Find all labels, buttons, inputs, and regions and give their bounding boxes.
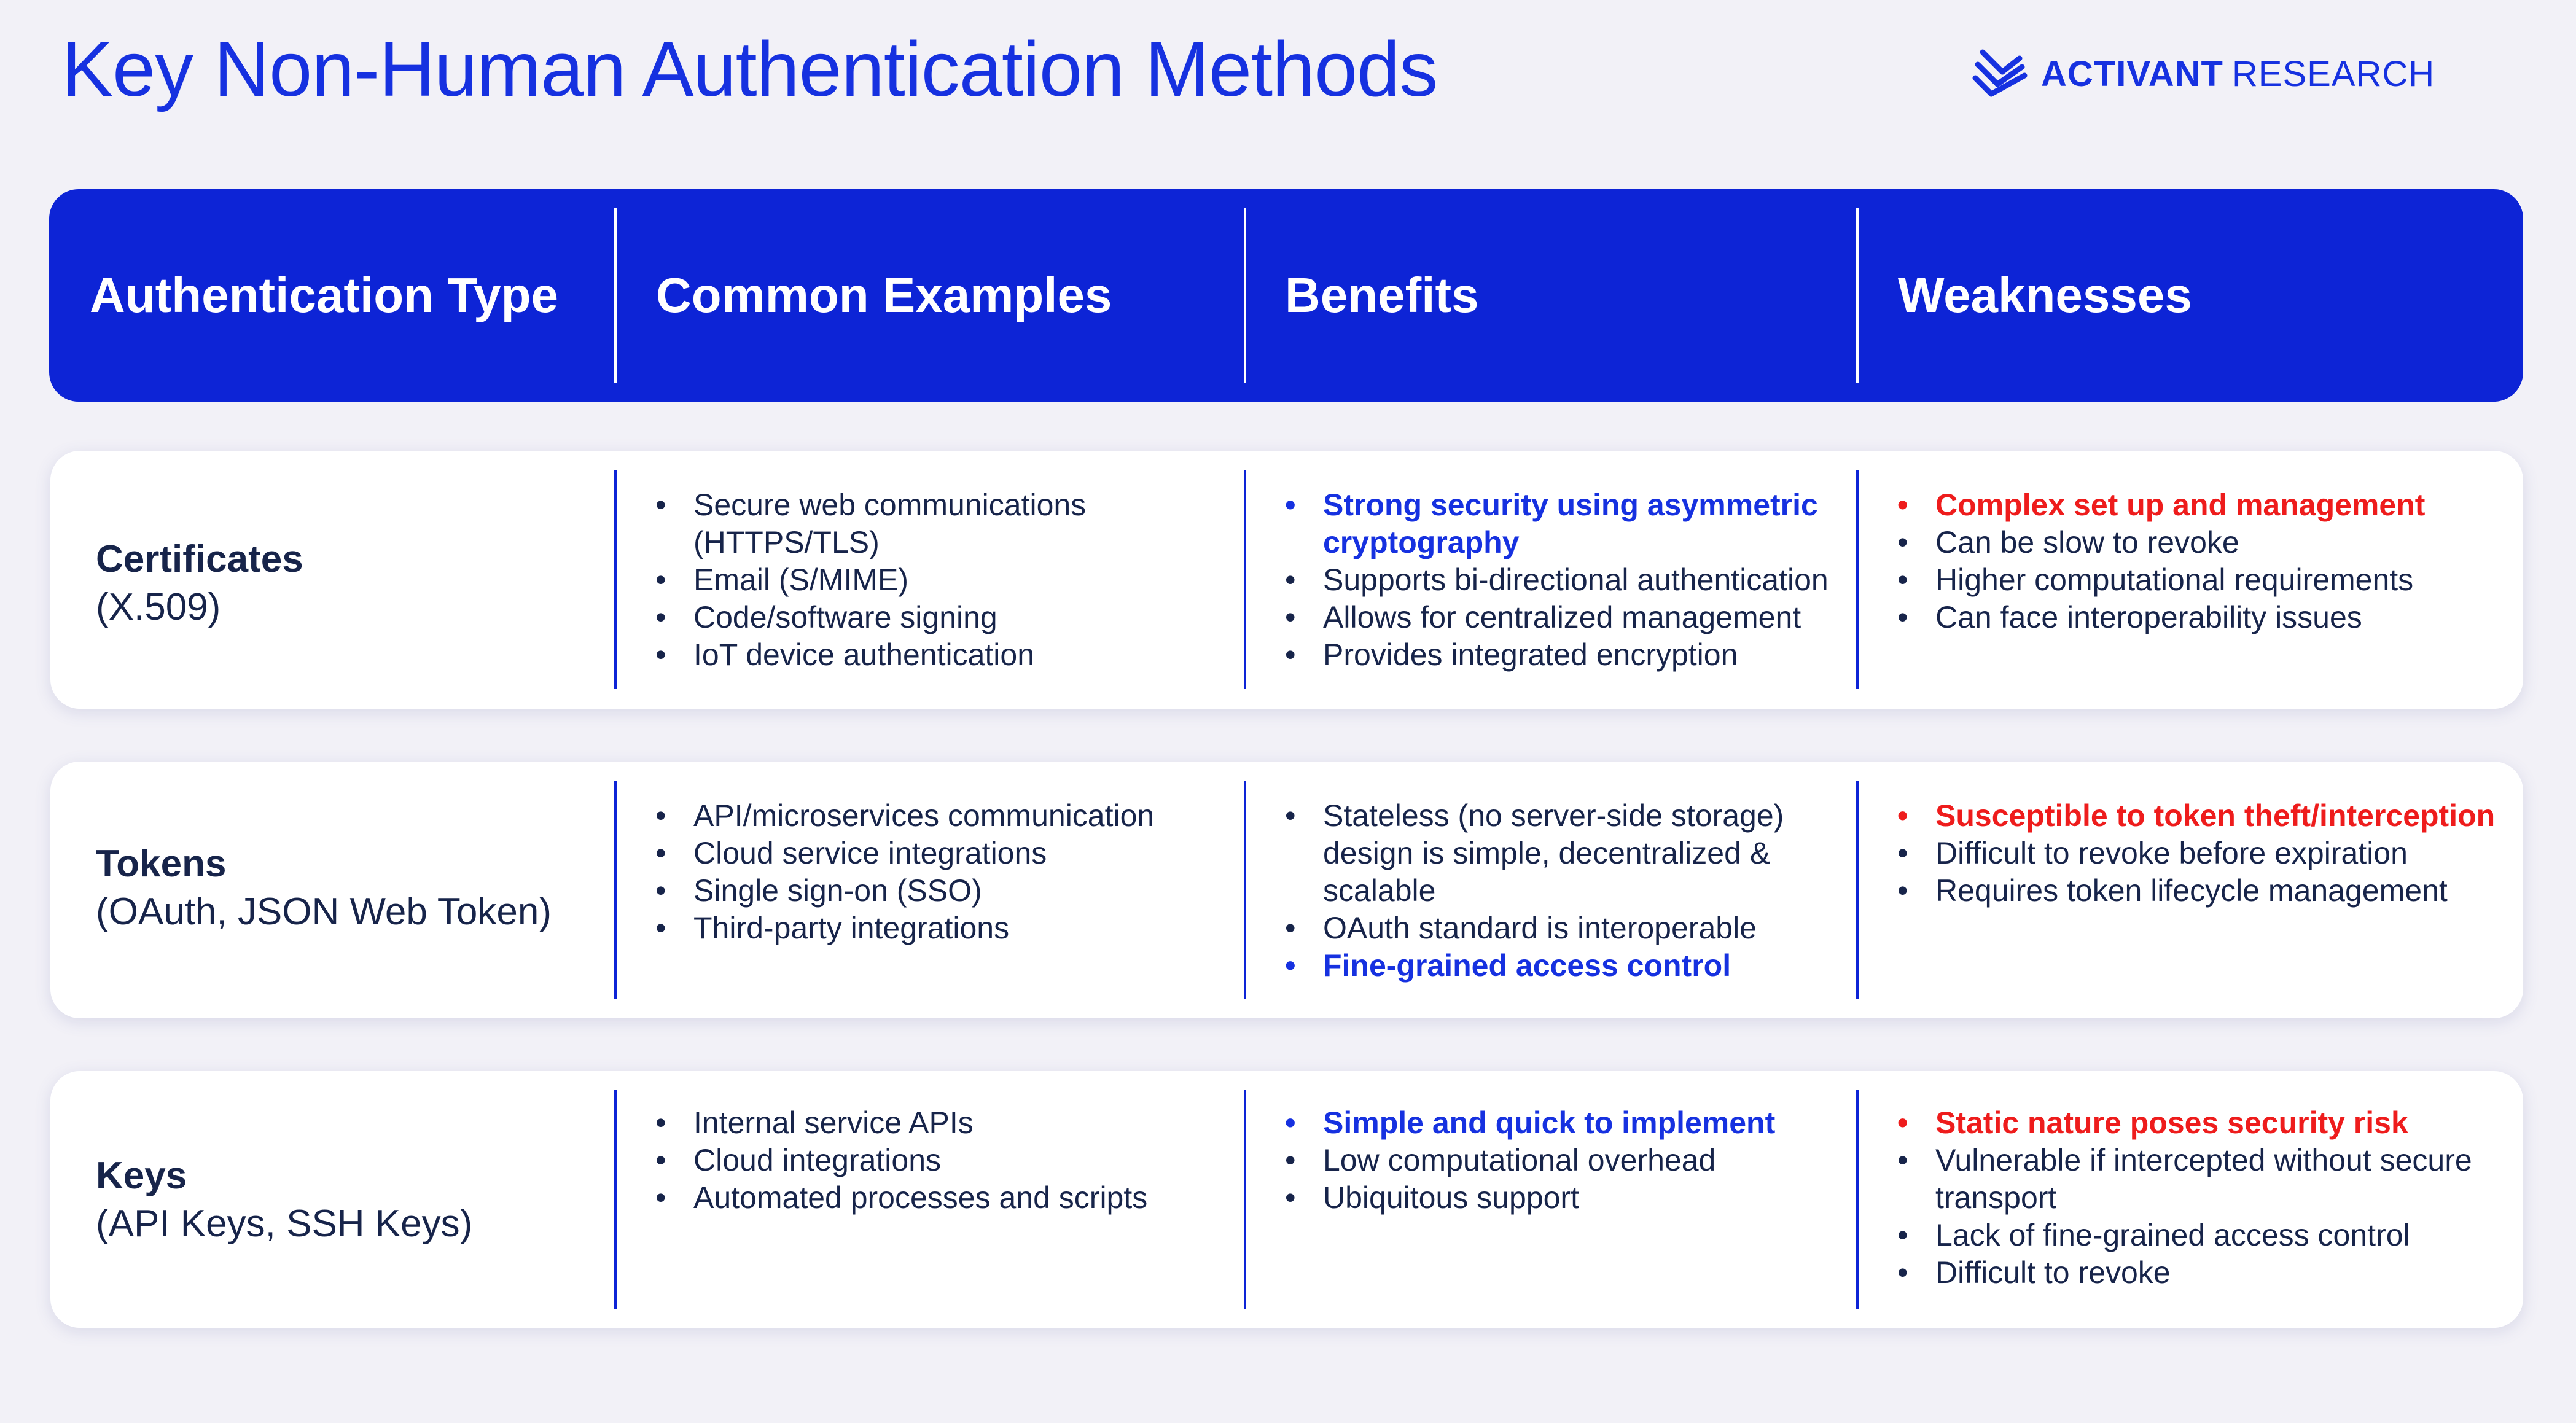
column-divider: [1244, 470, 1246, 689]
weaknesses-list: [1897, 486, 2425, 636]
list-item: • Vulnerable if intercepted without secure transport: [1897, 1142, 2472, 1217]
brand-logo: [1972, 46, 2435, 101]
list-item: • Lack of fine-grained access control: [1897, 1217, 2472, 1254]
column-divider: [1856, 1090, 1859, 1309]
list-item: • Can face interoperability issues: [1897, 599, 2425, 636]
list-item: • Allows for centralized management: [1285, 599, 1829, 636]
list-item: • Difficult to revoke: [1897, 1254, 2472, 1292]
table-row-keys: [50, 1071, 2523, 1328]
list-item: • Difficult to revoke before expiration: [1897, 835, 2495, 872]
auth-type-name: Keys: [96, 1155, 187, 1197]
list-item-highlight: • Simple and quick to implement: [1285, 1104, 1775, 1142]
list-item: • Provides integrated encryption: [1285, 636, 1829, 674]
list-item: • Cloud service integrations: [655, 835, 1154, 872]
column-divider: [1856, 470, 1859, 689]
column-divider: [1244, 781, 1246, 999]
examples-list: [655, 1104, 1147, 1217]
list-item: • Ubiquitous support: [1285, 1179, 1775, 1217]
page-title: Key Non-Human Authentication Methods: [61, 26, 1438, 112]
activant-logo-icon: [1972, 46, 2030, 101]
auth-type-name: Tokens: [96, 843, 227, 885]
auth-type-cell: [96, 1152, 472, 1248]
list-item-highlight: • Susceptible to token theft/interception: [1897, 797, 2495, 835]
list-item: • Higher computational requirements: [1897, 561, 2425, 599]
examples-list: [655, 797, 1154, 947]
list-item: • Cloud integrations: [655, 1142, 1147, 1179]
header-divider: [1244, 208, 1246, 383]
list-item: • Requires token lifecycle management: [1897, 872, 2495, 910]
list-item: • Can be slow to revoke: [1897, 524, 2425, 561]
auth-type-detail: (OAuth, JSON Web Token): [96, 891, 552, 933]
list-item-highlight: • Fine-grained access control: [1285, 947, 1784, 984]
weaknesses-list: [1897, 797, 2495, 910]
column-divider: [614, 781, 617, 999]
list-item: • Supports bi-directional authentication: [1285, 561, 1829, 599]
column-divider: [1856, 781, 1859, 999]
header-divider: [1856, 208, 1859, 383]
list-item-highlight: • Strong security using asymmetric cryptography: [1285, 486, 1829, 561]
brand-name: ACTIVANT: [2041, 53, 2223, 94]
auth-type-detail: (X.509): [96, 586, 221, 628]
list-item: • API/microservices communication: [655, 797, 1154, 835]
header-authentication-type: Authentication Type: [90, 268, 558, 322]
list-item: • Third-party integrations: [655, 910, 1154, 947]
table-row-certificates: [50, 451, 2523, 709]
header-divider: [614, 208, 617, 383]
header-common-examples: Common Examples: [656, 268, 1112, 322]
list-item: • IoT device authentication: [655, 636, 1086, 674]
list-item: • Stateless (no server-side storage) design is simple, decentralized & scalable: [1285, 797, 1784, 910]
auth-type-name: Certificates: [96, 538, 303, 580]
list-item: • Internal service APIs: [655, 1104, 1147, 1142]
table-header: [49, 189, 2523, 402]
list-item: • OAuth standard is interoperable: [1285, 910, 1784, 947]
list-item: • Code/software signing: [655, 599, 1086, 636]
column-divider: [614, 470, 617, 689]
list-item-highlight: • Complex set up and management: [1897, 486, 2425, 524]
list-item: • Email (S/MIME): [655, 561, 1086, 599]
column-divider: [614, 1090, 617, 1309]
benefits-list: [1285, 486, 1829, 674]
auth-type-cell: [96, 840, 552, 936]
column-divider: [1244, 1090, 1246, 1309]
header-benefits: Benefits: [1285, 268, 1479, 322]
header-weaknesses: Weaknesses: [1898, 268, 2192, 322]
list-item: • Low computational overhead: [1285, 1142, 1775, 1179]
examples-list: [655, 486, 1086, 674]
table-row-tokens: [50, 762, 2523, 1018]
list-item-highlight: • Static nature poses security risk: [1897, 1104, 2472, 1142]
auth-type-detail: (API Keys, SSH Keys): [96, 1203, 473, 1245]
list-item: • Secure web communications (HTTPS/TLS): [655, 486, 1086, 561]
list-item: • Automated processes and scripts: [655, 1179, 1147, 1217]
benefits-list: [1285, 1104, 1775, 1217]
brand-sub: RESEARCH: [2231, 53, 2435, 94]
list-item: • Single sign-on (SSO): [655, 872, 1154, 910]
benefits-list: [1285, 797, 1784, 984]
weaknesses-list: [1897, 1104, 2472, 1292]
auth-type-cell: [96, 536, 303, 631]
